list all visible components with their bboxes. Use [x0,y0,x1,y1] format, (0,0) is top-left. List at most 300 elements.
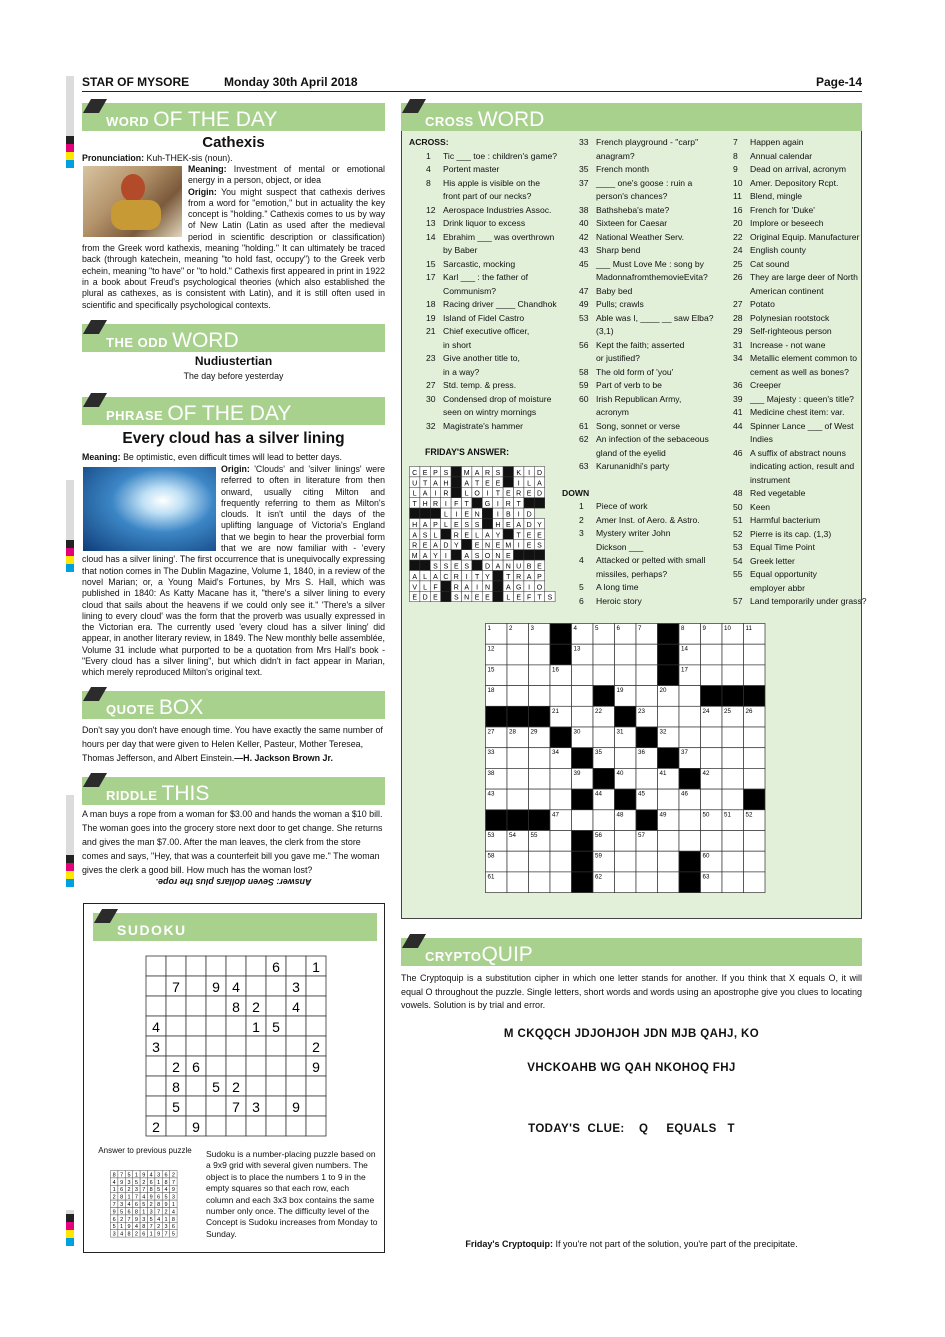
clue-item [426,231,559,245]
answer-letter: E [485,594,490,602]
answer-digit: 9 [134,1216,138,1223]
clue-number: 42 [579,231,589,242]
sudoku-cell [206,996,226,1016]
cryptoquip-friday: Friday's Cryptoquip: If you're not part of the solution, you're part of the precipitate. [465,1239,798,1249]
answer-digit: 8 [134,1209,138,1216]
clue-text: by Baber [443,245,478,255]
answer-digit: 7 [134,1194,138,1201]
cryptoquip-line-1: M CKQQCH JDJOHJOH JDN MJB QAHJ, KO [503,1028,760,1040]
answer-digit: 5 [134,1179,138,1186]
clue-number: 22 [733,231,743,242]
grid-cell [615,851,637,872]
answer-block [410,560,420,570]
answer-digit: 6 [142,1231,146,1238]
clue-item [733,514,862,528]
grid-cell [550,831,572,852]
answer-digit: 6 [149,1179,153,1186]
sudoku-answer-grid [110,1170,178,1243]
answer-letter: A [537,480,542,488]
clue-item [426,217,559,231]
sudoku-cell [226,1056,246,1076]
cell-number: 12 [487,645,495,653]
answer-letter: A [422,490,428,498]
answer-digit: 4 [127,1202,131,1208]
answer-digit: 9 [127,1224,131,1231]
clue-item [579,595,712,609]
clue-item [579,271,712,285]
cell-number: 36 [638,749,645,757]
paper-name: STAR OF MYSORE [82,75,190,89]
answer-letter: P [537,573,542,581]
clue-number: 25 [733,258,743,269]
answer-letter: I [486,490,489,498]
cell-number: 59 [595,852,602,860]
answer-digit: 7 [120,1172,124,1179]
answer-digit: 2 [127,1187,131,1194]
sudoku-cell [146,976,166,996]
answer-letter: S [495,469,501,477]
clue-item [426,312,559,326]
answer-letter: E [526,542,532,550]
friday-answer-grid [409,466,553,608]
answer-letter: I [496,511,499,519]
clue-item [579,217,712,231]
answer-letter: E [433,594,438,602]
word-of-day-body: Meaning: Investment of mental or emotional energy in a person, object, or idea Origin: You might suspect that cathexis derives from a word for "emotion," but in actuality the key concept is "holding." Cathexis comes to us by way of New Latin (Latin as used after the medieval period in scientific description or classification) from the Greek word kathexis, meaning "holding." It can ultimately be traced back (through katechein, meaning "to hold fast, occupy") to the Greek verb echein, meaning "to have" or "to hold." Cathexis first appeared in print in 1922 in a book about Freud's psychological theories (which also established the plural as cathexes, as is consistent with Latin), and it is still often used in scientific and specifically psychological contexts. [82,164,385,310]
answer-letter: R [505,501,511,509]
sudoku-cell [146,996,166,1016]
answer-letter: A [485,532,490,540]
answer-digit: 5 [112,1224,116,1231]
cell-number: 24 [702,707,710,715]
answer-block [482,508,492,518]
clue-item [579,204,712,218]
answer-letter: A [422,521,428,529]
clue-number: 35 [579,164,589,174]
cryptoquip-title: CRYPTOQUIP [401,938,862,966]
clue-text: A long time [596,582,639,592]
sudoku-cell [226,1116,246,1136]
answer-digit: 3 [120,1202,124,1208]
clue-number: 37 [579,177,589,188]
cell-number: 44 [595,790,602,798]
grid-cell [615,831,637,852]
grid-cell [701,665,723,686]
grid-cell [701,727,723,748]
answer-letter: I [444,553,447,561]
answer-letter: H [495,521,501,529]
clue-text: Island of Fidel Castro [443,312,525,323]
sudoku-cell [186,1076,206,1096]
clue-number: 61 [579,420,589,431]
clue-item [426,163,559,177]
clue-text: Indies [750,434,773,444]
answer-letter: C [443,573,449,581]
clue-text: Aerospace Industries Assoc. [443,204,552,215]
grid-cell [658,706,680,727]
answer-letter: S [453,594,459,602]
cryptoquip-intro: The Cryptoquip is a substitution cipher in which one letter stands for another. If you think that X equals O, it will equal O throughout the puzzle. Single letters, short words and words using an apostrophe give you clues to locating vowels. Solution is by trial and error. [401,973,862,1010]
answer-block [451,487,461,497]
clue-text: Piece of work [596,501,648,511]
answer-letter: N [484,584,491,592]
answer-digit: 6 [127,1209,131,1216]
clue-number: 47 [579,285,589,296]
answer-digit: 2 [157,1224,161,1231]
clue-number: 43 [579,245,589,255]
clue-item [579,325,712,339]
clue-text: Dead on arrival, acronym [750,164,847,174]
grid-cell [593,810,615,831]
sudoku-cell [266,1076,286,1096]
cell-number: 52 [745,811,753,819]
clue-item [579,352,712,366]
answer-letter: E [474,542,480,550]
cell-number: 61 [487,873,495,881]
clue-text: Bathsheba's mate? [596,204,670,215]
answer-letter: N [484,542,491,550]
grid-cell [615,665,637,686]
clue-text: Attacked or pelted with small [596,555,706,565]
answer-digit: 1 [112,1187,116,1194]
clue-number: 21 [426,326,436,336]
clue-item [733,258,862,272]
answer-digit: 1 [127,1194,131,1201]
answer-block [514,550,524,560]
clue-number: 34 [733,353,743,363]
grid-block [701,686,723,707]
clue-text: Dickson ___ [596,541,644,552]
answer-digit: 8 [120,1194,124,1201]
answer-letter: E [474,594,480,602]
clue-text: Baby bed [596,285,633,296]
cell-number: 18 [487,687,495,695]
answer-block [503,477,513,487]
clue-text: in a way? [443,366,480,377]
cell-number: 6 [616,625,620,632]
clue-item [426,150,559,164]
sudoku-cell [166,1016,186,1036]
answer-letter: N [495,553,501,561]
grid-block [658,624,680,645]
clue-number: 53 [733,542,743,552]
grid-cell [722,727,744,748]
answer-letter: S [433,563,438,571]
phrase-origin: Origin: 'Clouds' and 'silver linings' were referred to often in literature from then onward, usually citing Milton and frequently referring to them as Milton's clouds. It isn't until the days of the uplifting language of Victoria's England that we begin to hear the proverbial form that we are now familiar with - 'every cloud has a silver lining'. The first occurrence that is unequivocally expressing that notion comes in The Dublin Magazine, Volume 1, 1840, in a review of the novel Marian; or, a Young Maid's Fortunes, by Mrs S. Hall, which was published in 1840: As Katty Macane has it, "there's a silver lining to every cloud that sails about the heavens if we could only see it." 'There's a silver lining to every cloud' was the form that the proverb was usually expressed in the Victorian era. The currently used 'every cloud has a silver lining' did appear, in another literary review, in 1849. The New monthly belle assemblée, Volume 31 include what purported to be a quotation from Mrs Hall's book - "Every cloud has a silver lining", but which didn't in fact appear in Marian, which merely reproduced Milton's original text. [82,464,385,678]
clue-text: Magistrate's hammer [443,420,523,431]
clue-text: Equal Time Point [750,542,815,552]
clue-number: 8 [733,150,738,161]
answer-digit: 3 [164,1224,168,1231]
cell-number: 34 [552,749,559,757]
answer-letter: G [484,501,491,509]
answer-digit: 9 [112,1209,116,1216]
clue-text: ___ Majesty : queen's title? [750,393,854,404]
answer-block [482,519,492,529]
clue-item [579,379,712,393]
cell-number: 53 [487,832,495,839]
answer-letter: T [412,501,417,509]
clue-number: 57 [733,596,743,606]
clue-number: 32 [426,420,436,431]
clue-text: Medicine chest item: var. [750,407,845,417]
answer-letter: I [517,542,520,550]
cell-number: 3 [530,625,534,632]
crossword-across-col2 [562,136,712,608]
clue-item [579,541,712,555]
answer-block [451,550,461,560]
sudoku-cell [166,1116,186,1136]
grid-cell [636,686,658,707]
clue-number: 15 [426,258,436,269]
answer-letter: R [453,584,459,592]
clue-number: 6 [579,595,584,606]
clue-number: 10 [733,177,743,188]
answer-digit: 9 [164,1202,168,1208]
clue-number: 33 [579,137,589,147]
grid-cell [744,665,766,686]
clue-number: 1 [426,150,431,161]
answer-digit: 9 [149,1194,153,1201]
clue-text: Implore or beseech [750,218,824,228]
cell-number: 9 [702,625,706,632]
clue-text: They are large deer of North [750,272,858,282]
clue-text: Amer Inst. of Aero. & Astro. [596,514,700,525]
clue-item [579,312,712,326]
clue-item [733,379,862,393]
clue-item [579,163,712,177]
page-header [82,74,862,92]
answer-letter: P [433,521,438,529]
grid-block [744,789,766,810]
answer-digit: 9 [142,1172,146,1179]
clue-number: 51 [733,515,743,525]
grid-cell [593,644,615,665]
cell-number: 37 [681,749,688,757]
sudoku-digit: 9 [212,979,220,995]
clue-item [579,460,712,474]
clue-item [579,527,712,541]
grid-cell [722,872,744,893]
sudoku-cell [266,996,286,1016]
clue-text: Annual calendar [750,150,813,161]
answer-digit: 7 [127,1216,131,1223]
grid-cell [507,644,529,665]
grid-block [572,789,594,810]
answer-digit: 9 [157,1231,161,1238]
clue-item [579,514,712,528]
sudoku-cell [226,1036,246,1056]
answer-letter: O [484,553,491,561]
sudoku-title: SUDOKU [93,913,377,941]
answer-letter: R [412,542,418,550]
sudoku-cell [246,956,266,976]
answer-letter: Y [485,573,490,581]
answer-letter: E [453,521,459,529]
sudoku-digit: 1 [252,1019,260,1035]
answer-digit: 7 [142,1187,146,1194]
clue-text: Karl ___ : the father of [443,272,529,282]
grid-block [550,624,572,645]
sudoku-digit: 5 [212,1079,220,1095]
grid-cell [636,872,658,893]
registration-strip [66,795,74,895]
sudoku-digit: 5 [172,1099,180,1115]
sudoku-cell [166,996,186,1016]
cell-number: 8 [681,625,685,632]
clue-number: 7 [733,137,738,147]
clue-text: Song, sonnet or verse [596,420,681,431]
answer-digit: 7 [112,1202,116,1208]
sudoku-cell [306,1016,326,1036]
clue-text: Original Equip. Manufacturer [750,231,860,242]
grid-block [615,706,637,727]
clue-item [579,500,712,514]
clue-number: 46 [733,447,743,458]
clue-item [579,231,712,245]
sudoku-digit: 2 [252,999,260,1015]
clue-number: 36 [733,380,743,390]
sudoku-cell [186,1096,206,1116]
clue-number: 49 [579,299,589,309]
answer-letter: H [443,480,449,488]
clue-number: 27 [426,380,436,390]
clue-item [426,177,559,191]
clue-item [426,190,559,204]
grid-block [572,851,594,872]
clue-item [733,460,862,474]
answer-letter: L [475,532,480,540]
answer-digit: 3 [171,1194,175,1201]
cell-number: 47 [552,811,559,819]
answer-letter: E [464,511,470,519]
cell-number: 45 [638,790,645,798]
answer-block [472,560,482,570]
answer-letter: L [506,594,511,602]
sudoku-cell [206,1116,226,1136]
across-heading: ACROSS: [409,137,449,147]
answer-letter: E [526,532,532,540]
clue-text: ____ one's goose : ruin a [596,177,693,188]
sudoku-digit: 8 [232,999,240,1015]
clue-number: 55 [733,569,743,579]
grid-cell [550,686,572,707]
grid-cell [744,768,766,789]
answer-digit: 3 [127,1179,131,1186]
grid-cell [529,748,551,769]
answer-digit: 4 [112,1179,116,1186]
answer-letter: R [453,532,459,540]
grid-cell [529,644,551,665]
answer-digit: 2 [120,1216,124,1223]
answer-letter: Y [537,521,542,529]
answer-letter: U [516,563,522,571]
answer-letter: A [464,553,470,561]
grid-block [572,748,594,769]
clue-number: 29 [733,326,743,336]
clue-text: Harmful bacterium [750,515,821,525]
answer-letter: A [412,532,418,540]
grid-cell [636,665,658,686]
answer-letter: S [474,553,480,561]
sudoku-cell [266,1036,286,1056]
sudoku-cell [266,1116,286,1136]
sudoku-cell [266,1096,286,1116]
clue-item [733,163,862,177]
clue-text: Equal opportunity [750,569,817,579]
clue-text: American continent [750,285,824,296]
answer-letter: A [433,573,438,581]
clue-text: Mystery writer John [596,528,671,538]
answer-digit: 6 [164,1172,168,1179]
answer-digit: 4 [120,1231,124,1238]
clue-item [733,204,862,218]
clue-number: 31 [733,339,743,350]
sudoku-cell [186,976,206,996]
clue-text: cement as well as bones? [750,366,849,377]
clue-item [579,366,712,380]
clue-text: National Weather Serv. [596,231,685,242]
answer-letter: S [537,542,542,550]
answer-digit: 7 [164,1231,168,1238]
clue-item [579,406,712,420]
grid-cell [722,644,744,665]
answer-digit: 5 [171,1231,175,1238]
answer-digit: 1 [157,1179,161,1186]
sudoku-cell [286,1116,306,1136]
answer-letter: E [505,490,511,498]
cell-number: 31 [616,728,624,736]
clue-number: 59 [579,380,589,390]
answer-block [503,529,513,539]
grid-cell [722,831,744,852]
cell-number: 39 [573,769,581,777]
clue-item [426,244,559,258]
cryptoquip-line-2: VHCKOAHB WG QAH NKOHOQ FHJ [527,1062,736,1074]
clue-item [579,177,712,191]
answer-letter: H [422,501,428,509]
answer-letter: S [422,532,428,540]
cell-number: 48 [616,811,624,819]
clue-item [733,298,862,312]
clue-text: Happen again [750,137,804,147]
grid-cell [615,748,637,769]
cell-number: 60 [702,852,710,860]
sudoku-digit: 2 [312,1039,320,1055]
odd-word-title: THE ODD WORD [82,324,385,352]
issue-date: Monday 30th April 2018 [224,75,358,89]
clue-text: Metallic element common to [750,353,857,363]
answer-digit: 4 [157,1216,161,1223]
clue-text: in short [443,339,472,350]
sudoku-cell [166,1036,186,1056]
clue-text: Cat sound [750,258,790,269]
answer-digit: 3 [134,1187,138,1194]
grid-cell [550,768,572,789]
clue-text: ___ Must Love Me : song by [596,258,704,269]
grid-cell [722,748,744,769]
clue-number: 56 [579,339,589,350]
clue-number: 1 [579,501,584,511]
answer-digit: 5 [120,1209,124,1216]
clue-text: Racing driver ____ Chandhok [443,299,557,309]
sudoku-cell [206,1016,226,1036]
answer-letter: N [505,563,511,571]
clue-item [733,487,862,501]
answer-letter: R [484,469,491,477]
answer-digit: 5 [157,1187,161,1194]
clue-text: Keen [750,501,771,512]
